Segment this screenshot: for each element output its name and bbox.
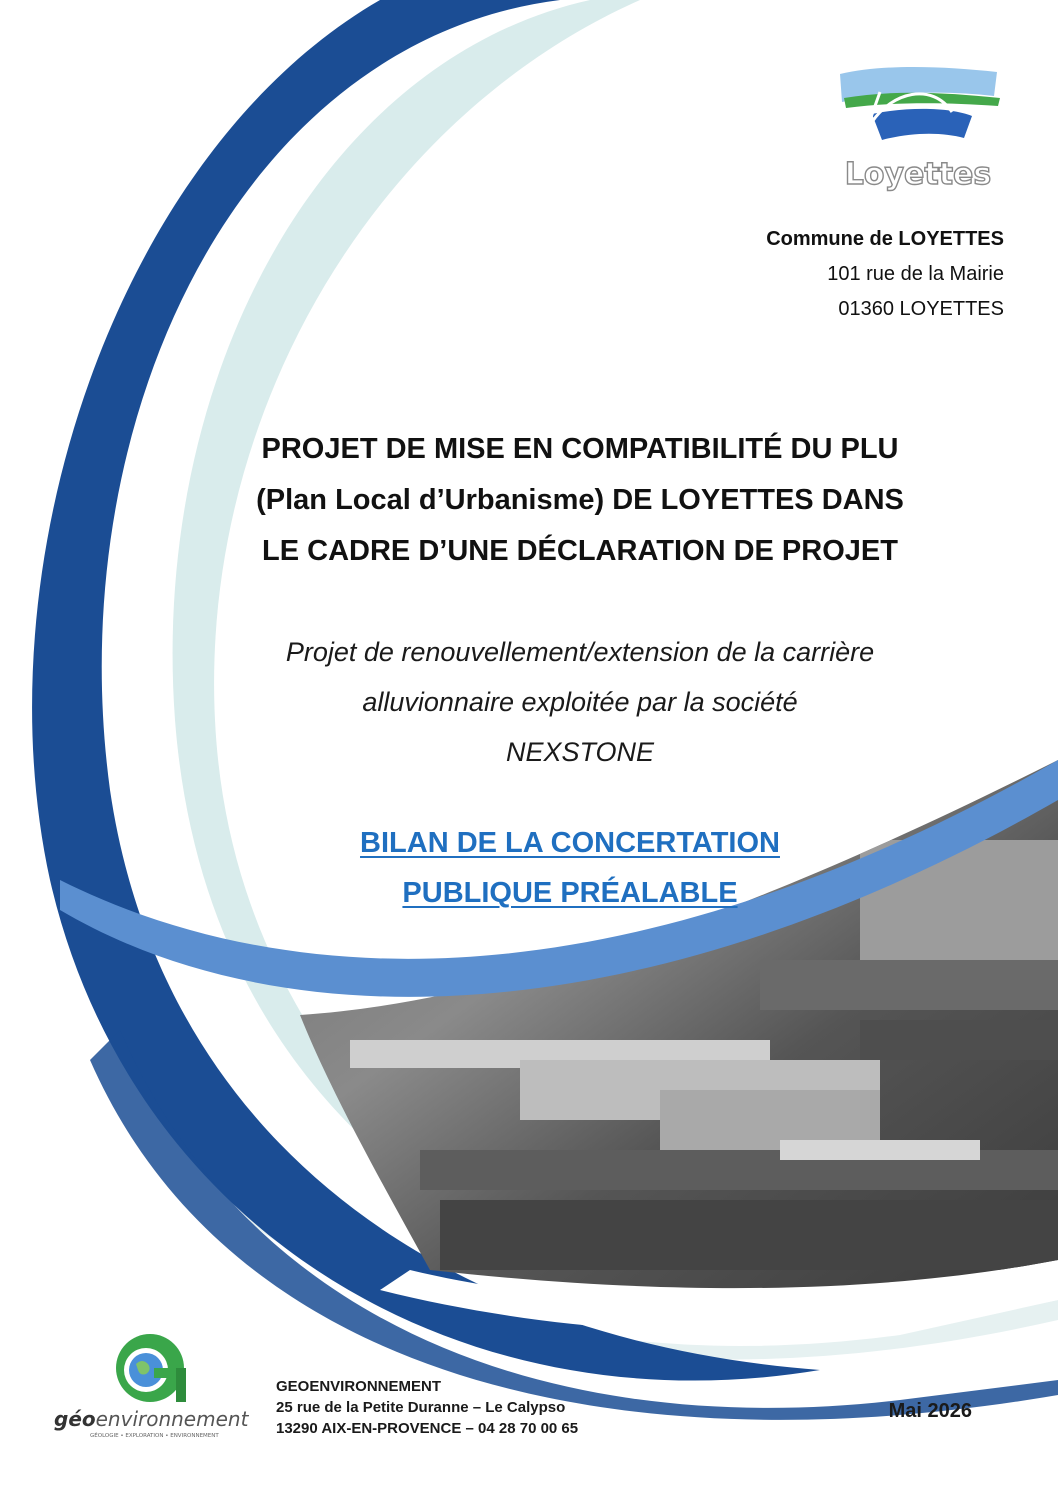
loyettes-logo xyxy=(832,62,1004,198)
geo-logo-tagline: GÉOLOGIE • EXPLORATION • ENVIRONNEMENT xyxy=(90,1433,219,1439)
subtitle-line-2: alluvionnaire exploitée par la société xyxy=(362,687,798,717)
geoenvironnement-logo xyxy=(50,1332,252,1442)
company-name: GEOENVIRONNEMENT xyxy=(276,1378,442,1395)
commune-name: Commune de LOYETTES xyxy=(766,228,1004,250)
title-line-1: PROJET DE MISE EN COMPATIBILITÉ DU PLU xyxy=(261,433,899,465)
address-block xyxy=(766,222,1004,327)
geo-logo-text-env: environnement xyxy=(95,1407,249,1431)
postal-city: 01360 LOYETTES xyxy=(838,298,1004,320)
document-subtitle xyxy=(150,627,1010,777)
title-line-2: (Plan Local d’Urbanisme) DE LOYETTES DANS xyxy=(256,484,904,516)
document-title xyxy=(150,424,1010,577)
document-date: Mai 2026 xyxy=(888,1400,972,1422)
svg-text:géoenvironnement xyxy=(54,1407,250,1431)
report-heading-line-2: PUBLIQUE PRÉALABLE xyxy=(402,877,738,909)
report-heading xyxy=(250,818,890,918)
subtitle-line-1: Projet de renouvellement/extension de la carrière xyxy=(285,637,875,667)
company-info xyxy=(276,1376,578,1439)
company-city-phone: 13290 AIX-EN-PROVENCE – 04 28 70 00 65 xyxy=(276,1420,579,1437)
loyettes-logo-text: Loyettes xyxy=(844,157,992,192)
geo-logo-text-geo: géo xyxy=(54,1407,96,1431)
street-address: 101 rue de la Mairie xyxy=(827,263,1004,285)
company-address: 25 rue de la Petite Duranne – Le Calypso xyxy=(276,1399,566,1416)
report-heading-line-1: BILAN DE LA CONCERTATION xyxy=(360,827,780,859)
title-line-3: LE CADRE D’UNE DÉCLARATION DE PROJET xyxy=(262,535,898,567)
subtitle-line-3: NEXSTONE xyxy=(505,737,655,767)
